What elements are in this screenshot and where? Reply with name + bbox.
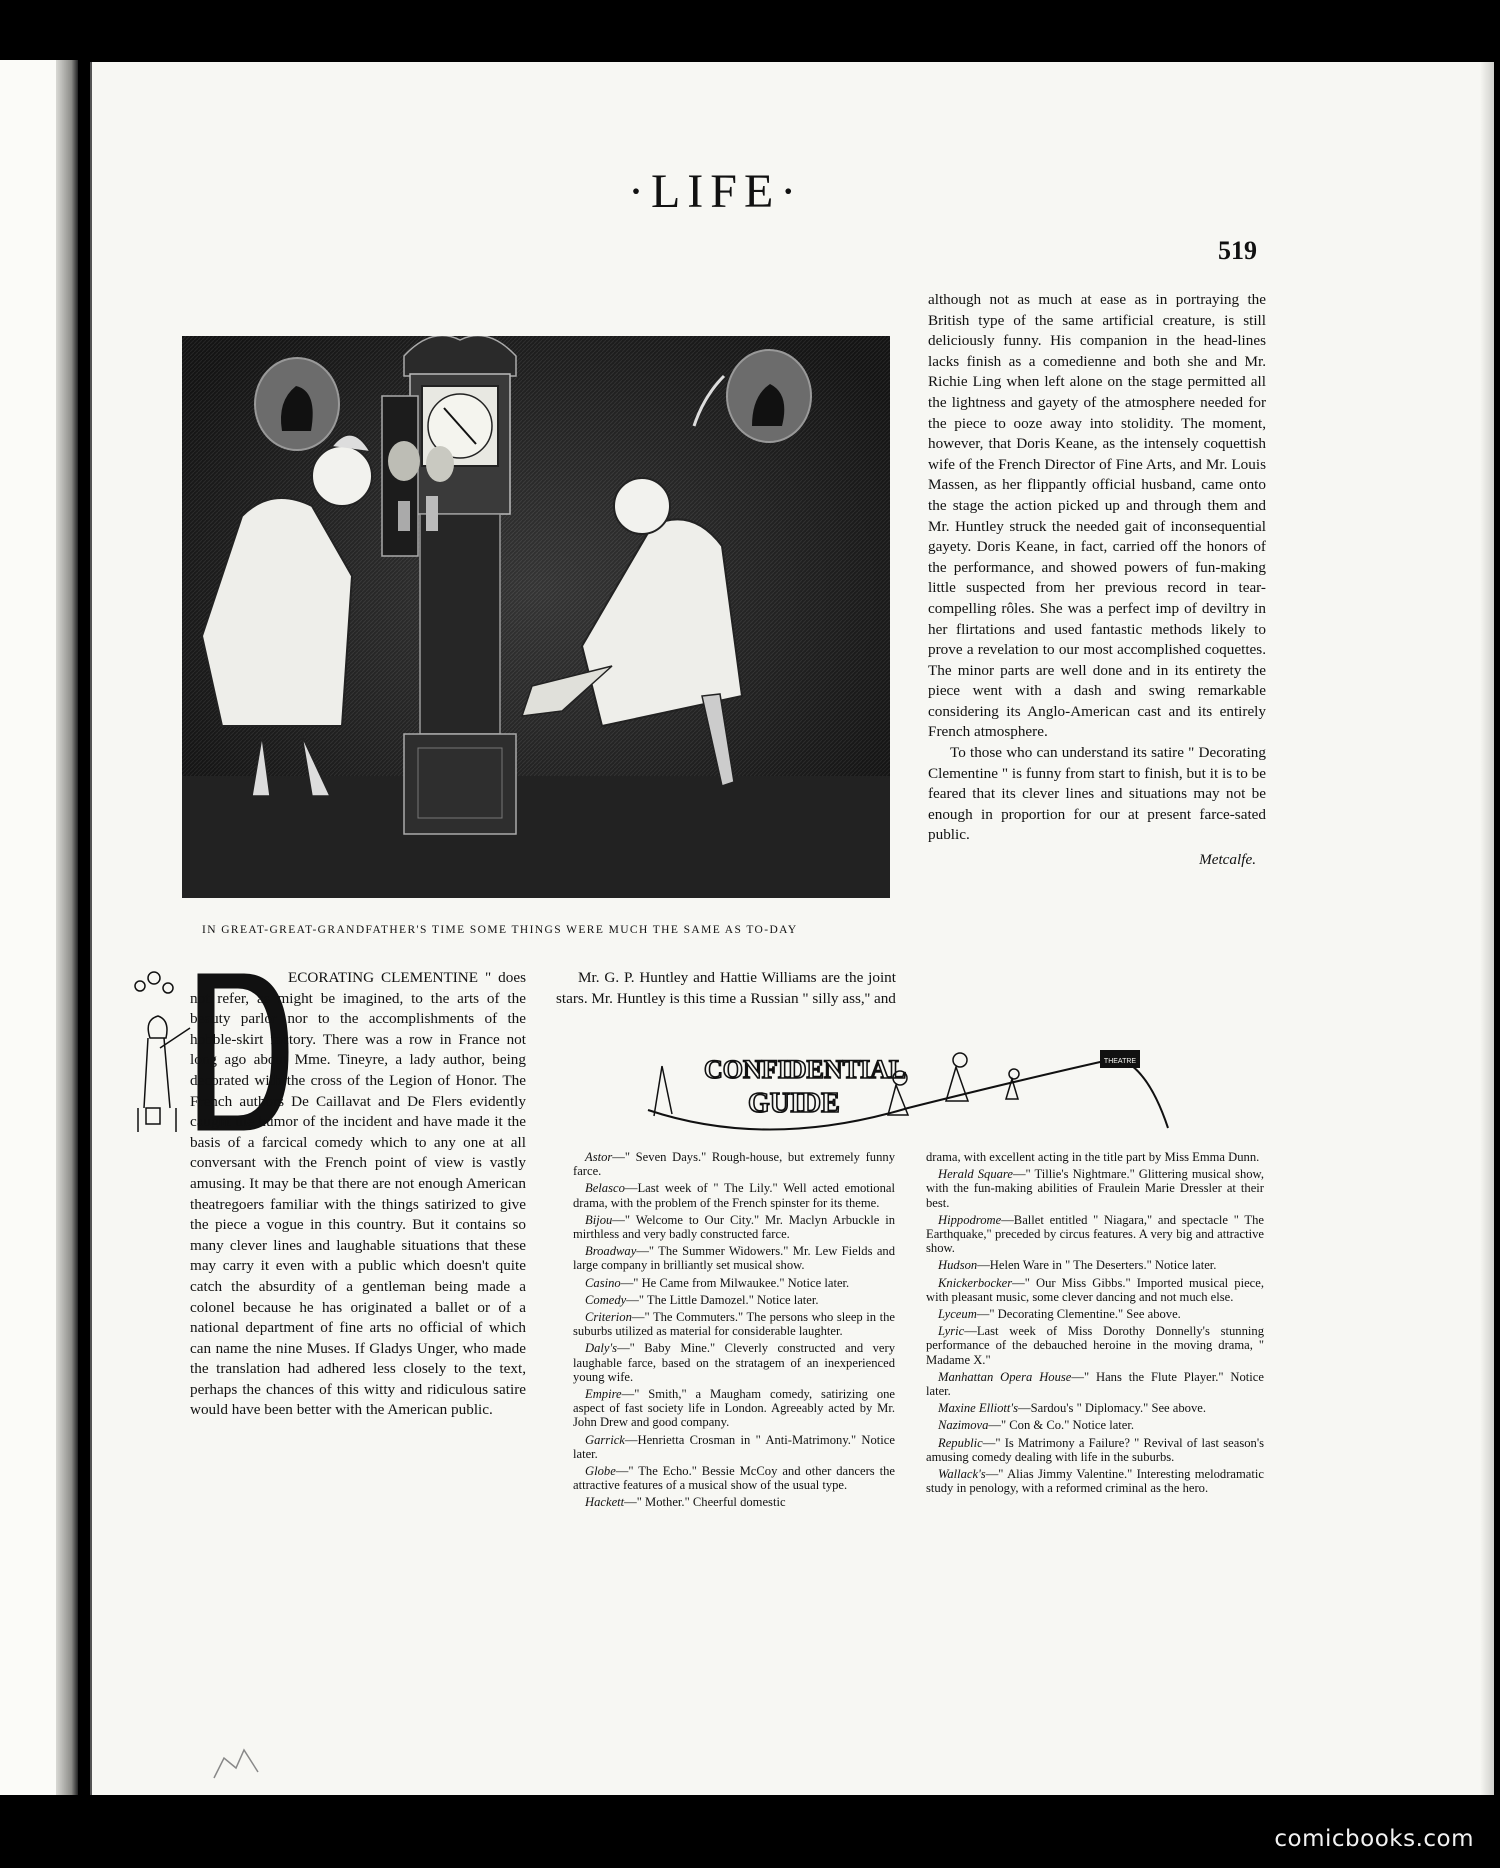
guide-theatre: Nazimova xyxy=(938,1418,989,1433)
page-number: 519 xyxy=(1218,236,1257,265)
guide-theatre: Knickerbocker xyxy=(938,1275,1013,1290)
guide-theatre: Belasco xyxy=(585,1181,625,1196)
guide-theatre: Lyric xyxy=(938,1324,965,1339)
article-column-3 xyxy=(928,290,1266,871)
article-signature: Metcalfe. xyxy=(1199,851,1256,869)
guide-entry: Empire—" Smith," a Maugham comedy, satirizing one aspect of fast society life in London. Agreeably acted by Mr. John Drew and good company. xyxy=(573,1387,895,1430)
guide-theatre: Wallack's xyxy=(938,1467,986,1482)
guide-entry: Comedy—" The Little Damozel." Notice later. xyxy=(585,1292,819,1307)
article-body-paragraph: Mr. G. P. Huntley and Hattie Williams are the joint stars. Mr. Huntley is this time a Russian " silly ass,'' and xyxy=(556,969,896,1007)
guide-entry: Republic—" Is Matrimony a Failure? " Revival of last season's amusing comedy dealing with life in the suburbs. xyxy=(926,1435,1264,1464)
guide-title-line2: GUIDE xyxy=(748,1088,840,1119)
guide-column-right xyxy=(926,1150,1264,1498)
guide-theatre: Hippodrome xyxy=(938,1212,1002,1227)
article-body-paragraph: ECORATING CLEMENTINE " does not refer, as might be imagined, to the arts of the beauty parlor nor to the accomplishments of the hobble-skirt factory. There was a row in France not long ago about Mme. Tineyre, a lady author, being decorated with the cross of the Legion of Honor. The French authors De Caillavat and De Flers evidently caught the humor of the incident and have made it the basis of a farcical comedy which to any one at all conversant with the French point of view is vastly amusing. It may be that there are not enough American theatregoers familiar with the things satirized to give the piece a vogue in this country. But it contains so many clever lines and laughable situations that these may carry it even with a public which doesn't quite catch the absurdity of a gentleman being made a colonel because he has originated a ballet or of a national department of fine arts no official of which can name the nine Muses. If Gladys Unger, who made the translation had adhered less closely to the text, perhaps the chances of this witty and ridiculous satire would have been better with the American public. xyxy=(190,969,526,1419)
guide-theatre: Daly's xyxy=(585,1341,618,1356)
guide-entry: Bijou—" Welcome to Our City." Mr. Maclyn Arbuckle in mirthless and very badly constructed farce. xyxy=(573,1212,895,1242)
guide-entry-continued: drama, with excellent acting in the title part by Miss Emma Dunn. xyxy=(926,1150,1260,1164)
guide-theatre: Herald Square xyxy=(938,1167,1013,1182)
confidential-guide-header xyxy=(642,1040,1174,1138)
guide-entry: Nazimova—" Con & Co." Notice later. xyxy=(938,1418,1135,1433)
guide-theatre: Hackett xyxy=(585,1495,625,1510)
masthead: ·LIFE· xyxy=(628,165,804,218)
illustration-caption: IN GREAT-GREAT-GRANDFATHER'S TIME SOME THINGS WERE MUCH THE SAME AS TO-DAY xyxy=(202,924,798,936)
guide-entry: Lyceum—" Decorating Clementine." See above. xyxy=(938,1307,1181,1322)
clock-illustration xyxy=(182,336,890,898)
guide-title-line1: CONFIDENTIAL xyxy=(704,1055,907,1084)
guide-entry: Astor—" Seven Days." Rough-house, but extremely funny farce. xyxy=(573,1150,895,1179)
guide-theatre: Bijou xyxy=(585,1212,613,1227)
guide-entry: Wallack's—" Alias Jimmy Valentine." Interesting melodramatic study in penology, with a reformed criminal as the hero. xyxy=(926,1467,1264,1496)
guide-entry: Hackett—" Mother." Cheerful domestic xyxy=(585,1495,786,1510)
guide-theatre: Republic xyxy=(938,1435,983,1450)
facing-page-edge xyxy=(0,60,78,1795)
theatre-sign: THEATRE xyxy=(1103,1058,1137,1065)
guide-theatre: Broadway xyxy=(585,1244,637,1259)
article-body-paragraph: To those who can understand its satire " Decorating Clementine " is funny from start to finish, but it is to be feared that its clever lines and situations may not be enough in proportion for our at present farce-sated public. xyxy=(928,744,1266,844)
guide-column-left xyxy=(573,1150,895,1513)
paper-damage-mark xyxy=(210,1742,290,1782)
guide-entry: Casino—" He Came from Milwaukee." Notice later. xyxy=(585,1275,850,1290)
guide-theatre: Garrick xyxy=(585,1432,625,1447)
article-body-paragraph: although not as much at ease as in portraying the British type of the same artificial creature, is still deliciously funny. His companion in the head-lines lacks finish as a comedienne and both she and Mr. Richie Ling when left alone on the stage permitted all the lightness and gayety of the atmosphere needed for the piece to ooze away into stolidity. The moment, however, that Doris Keane, as the intensely coquettish wife of the French Director of Fine Arts, and Mr. Louis Massen, as her flippantly official husband, came onto the stage the action picked up and through them and Mr. Huntley struck the needed gait of inconsequential gayety. Doris Keane, in fact, carried off the honors of the performance, and showed powers of fun-making little suspected from her previous record in tear-compelling rôles. She was a perfect imp of deviltry in her flirtations and used fantastic methods likely to prove a revelation to our most accomplished coquettes. The minor parts are well done and in its entirety the piece went with a dash and swing remarkable considering its Anglo-American cast and its entirely French atmosphere. xyxy=(928,291,1266,741)
guide-entry: Globe—" The Echo." Bessie McCoy and other dancers the attractive features of a musical show of the usual type. xyxy=(573,1464,895,1493)
guide-entry: Hudson—Helen Ware in " The Deserters." Notice later. xyxy=(938,1258,1217,1273)
guide-entry: Maxine Elliott's—Sardou's " Diplomacy." See above. xyxy=(938,1401,1207,1416)
article-column-1 xyxy=(190,968,526,1421)
guide-theatre: Lyceum xyxy=(938,1307,977,1322)
watermark: comicbooks.com xyxy=(1274,1826,1474,1852)
guide-theatre: Comedy xyxy=(585,1292,627,1307)
guide-theatre: Globe xyxy=(585,1464,616,1479)
guide-theatre: Hudson xyxy=(938,1258,978,1273)
guide-theatre: Astor xyxy=(585,1150,613,1164)
guide-entry: Manhattan Opera House—" Hans the Flute Player." Notice later. xyxy=(926,1369,1264,1399)
guide-theatre: Manhattan Opera House xyxy=(938,1369,1072,1384)
article-column-2 xyxy=(556,968,896,1009)
guide-theatre: Empire xyxy=(585,1387,622,1402)
guide-entry: Daly's—" Baby Mine." Cleverly constructed and very laughable farce, based on the stratagem of an inexperienced young wife. xyxy=(573,1341,895,1384)
guide-theatre: Casino xyxy=(585,1275,621,1290)
guide-entry: Garrick—Henrietta Crosman in " Anti-Matrimony." Notice later. xyxy=(573,1432,895,1461)
guide-entry: Hippodrome—Ballet entitled " Niagara," and spectacle " The Earthquake," preceded by circus features. A very big and attractive show. xyxy=(926,1212,1264,1256)
guide-entry: Criterion—" The Commuters." The persons who sleep in the suburbs utilized as material for considerable laughter. xyxy=(573,1310,895,1339)
guide-entry: Knickerbocker—" Our Miss Gibbs." Imported musical piece, with pleasant music, some clever dancing and not much else. xyxy=(926,1275,1264,1304)
guide-theatre: Criterion xyxy=(585,1310,632,1325)
guide-entry: Herald Square—" Tillie's Nightmare." Glittering musical show, with the fun-making abilities of Fraulein Marie Dressler at their best. xyxy=(926,1167,1264,1210)
guide-entry: Broadway—" The Summer Widowers." Mr. Lew Fields and large company in brilliantly set musical show. xyxy=(573,1244,895,1273)
guide-entry: Belasco—Last week of " The Lily." Well acted emotional drama, with the problem of the French spinster for its theme. xyxy=(573,1181,895,1210)
guide-entry: Lyric—Last week of Miss Dorothy Donnelly's stunning performance of the debauched heroine in the moving drama, " Madame X." xyxy=(926,1324,1264,1367)
guide-theatre: Maxine Elliott's xyxy=(938,1401,1018,1416)
